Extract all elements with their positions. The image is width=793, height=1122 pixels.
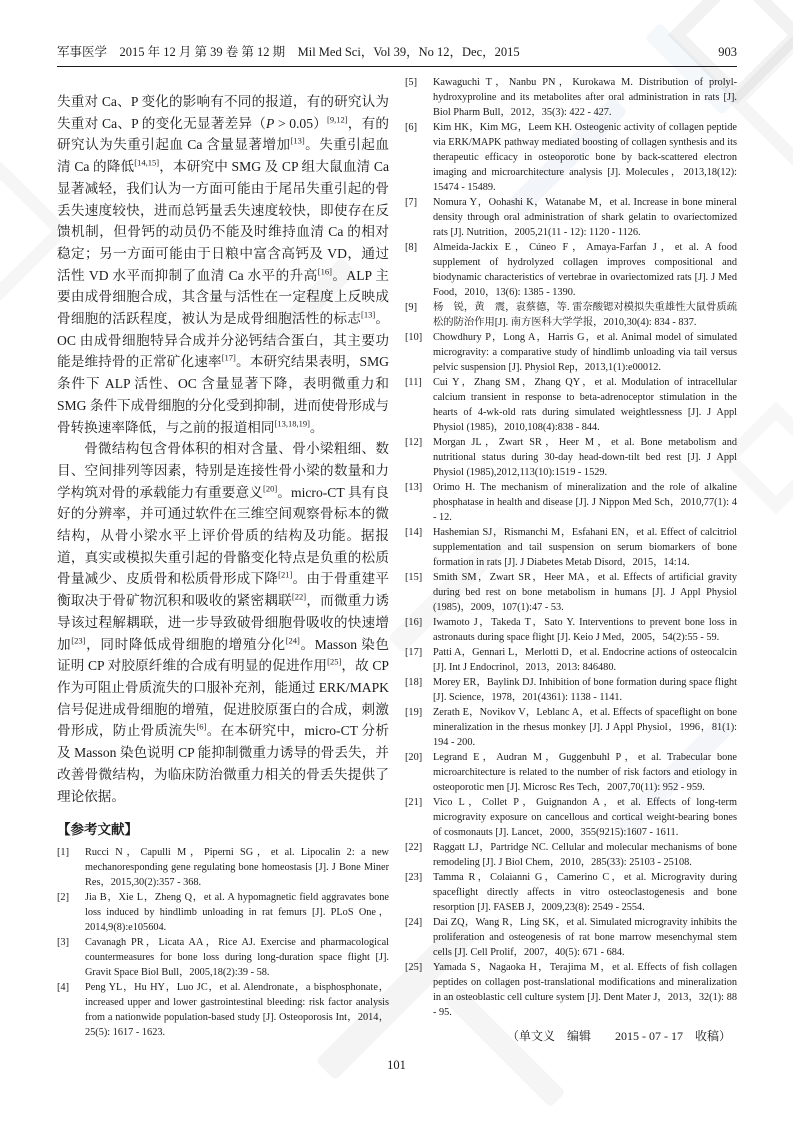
reference-number: [9] — [405, 302, 418, 313]
reference-number: [12] — [405, 437, 423, 448]
reference-item — [405, 675, 737, 705]
reference-number: [5] — [405, 77, 418, 88]
reference-item — [405, 240, 737, 300]
reference-number: [23] — [405, 872, 423, 883]
reference-number: [18] — [405, 677, 423, 688]
reference-item — [405, 525, 737, 570]
reference-item — [405, 570, 737, 615]
reference-number: [15] — [405, 572, 423, 583]
reference-number: [6] — [405, 122, 418, 133]
reference-text: Morgan JL，Zwart SR，Heer M，et al. Bone metabolism and nutritional status during 30-day head-down-tilt bed rest [J]. J Appl Physiol (1985),2012,113(10):1519 - 1529. — [433, 437, 737, 478]
page-content — [57, 44, 737, 1044]
reference-item — [405, 645, 737, 675]
reference-item — [405, 330, 737, 375]
reference-text: 杨 锐，黄 震，袁蔡德，等. 雷奈酸锶对模拟失重雄性大鼠骨质疏松的防治作用[J]. 南方医科大学学报，2010,30(4): 834 - 837. — [433, 302, 737, 328]
references-heading: 【参考文献】 — [57, 822, 138, 838]
reference-text: Orimo H. The mechanism of mineralization and the role of alkaline phosphatase in health and disease [J]. J Nippon Med Sch，2010,77(1): 4 - 12. — [433, 482, 737, 523]
reference-number: [8] — [405, 242, 418, 253]
reference-text: Almeida-Jackix E，Cúneo F，Amaya-Farfan J，et al. A food supplement of hydrolyzed collagen improves compositional and biodynamic characteristics of vertebrae in ovariectomized rats [J]. J Med Food，2010，13(6): 1385 - 1390. — [433, 242, 737, 298]
references-list-right — [405, 75, 737, 1020]
reference-text: Cui Y，Zhang SM，Zhang QY，et al. Modulation of intracellular calcium transient in response to beta-adrenoceptor stimulation in the hearts of 4-wk-old rats during simulated weightlessness [J]. J Appl Physiol (1985)，2010,108(4):838 - 844. — [433, 377, 737, 433]
left-column — [57, 75, 389, 1044]
reference-text: Zerath E，Novikov V，Leblanc A，et al. Effects of spaceflight on bone mineralization in the rhesus monkey [J]. J Appl Physiol，1996，81(1): 194 - 200. — [433, 707, 737, 748]
body-paragraph: 骨微结构包含骨体积的相对含量、骨小梁粗细、数目、空间排列等因素，特别是连接性骨小梁的数量和力学构筑对骨的承载能力有重要意义[20]。micro-CT 具有良好的分辨率，并可通过软件在三维空间观察骨标本的微结构，从骨小梁水平上评价骨质的结构及功能。据报道，真实或模拟失重引起的骨骼变化特点是负重的松质骨量减少、皮质骨和松质骨形成下降[21]。由于骨重建平衡取决于骨矿物沉积和吸收的紧密耦联[22]，而微重力诱导该过程解耦联，进一步导致破骨细胞骨吸收的快速增加[23]，同时降低成骨细胞的增殖分化[24]。Masson 染色证明 CP 对胶原纤维的合成有明显的促进作用[25]，故 CP 作为可阻止骨质流失的口服补充剂，能通过 ERK/MAPK 信号促进成骨细胞的增殖，促进胶原蛋白的合成，刺激骨形成，防止骨质流失[6]。在本研究中，micro-CT 分析及 Masson 染色说明 CP 能抑制微重力诱导的骨丢失，并改善骨微结构，为临床防治微重力相关的骨丢失提供了理论依据。 — [57, 441, 390, 804]
reference-text: Smith SM，Zwart SR，Heer MA，et al. Effects of artificial gravity during bed rest on bone metabolism in humans [J]. J Appl Physiol (1985)，2009，107(1):47 - 53. — [433, 572, 737, 613]
reference-number: [14] — [405, 527, 423, 538]
reference-number: [19] — [405, 707, 423, 718]
reference-item — [405, 375, 737, 435]
reference-number: [25] — [405, 962, 423, 973]
reference-number: [24] — [405, 917, 423, 928]
reference-number: [4] — [57, 982, 70, 994]
right-column — [405, 75, 737, 1044]
reference-text: Iwamoto J，Takeda T，Sato Y. Interventions to prevent bone loss in astronauts during space flight [J]. Keio J Med，2005，54(2):55 - 59. — [433, 617, 737, 643]
reference-item — [405, 435, 737, 480]
reference-text: Kim HK，Kim MG，Leem KH. Osteogenic activity of collagen peptide via ERK/MAPK pathway mediated boosting of collagen synthesis and its therapeutic efficacy in osteoporotic bone by back-scattered electron imaging and microarchitecture analysis [J]. Molecules，2013,18(12): 15474 - 15489. — [433, 122, 737, 193]
reference-number: [3] — [57, 937, 70, 949]
reference-item — [57, 890, 389, 935]
reference-item — [405, 750, 737, 795]
reference-text: Raggatt LJ，Partridge NC. Cellular and molecular mechanisms of bone remodeling [J]. J Biol Chem，2010，285(33): 25103 - 25108. — [433, 842, 737, 868]
reference-item — [405, 120, 737, 195]
reference-text: Cavanagh PR，Licata AA，Rice AJ. Exercise and pharmacological countermeasures for bone loss during long-duration space flight [J]. Gravit Space Biol Bull，2005,18(2):39 - 58. — [85, 937, 389, 979]
page-header — [57, 44, 737, 60]
reference-item — [405, 615, 737, 645]
reference-item — [405, 75, 737, 120]
footer-page-number: 101 — [387, 1058, 406, 1072]
reference-text: Morey ER，Baylink DJ. Inhibition of bone formation during space flight [J]. Science，1978，201(4361): 1138 - 1141. — [433, 677, 737, 703]
header-page-number: 903 — [718, 45, 737, 59]
journal-header-line: 军事医学 2015 年 12 月 第 39 卷 第 12 期 Mil Med Sci，Vol 39，No 12，Dec，2015 — [57, 45, 520, 59]
reference-number: [22] — [405, 842, 423, 853]
reference-number: [10] — [405, 332, 423, 343]
reference-text: Chowdhury P，Long A，Harris G，et al. Animal model of simulated microgravity: a comparative study of hindlimb unloading via tail versus pelvic suspension [J]. Physiol Rep，2013,1(1):e00012. — [433, 332, 737, 373]
reference-item — [405, 870, 737, 915]
reference-number: [11] — [405, 377, 422, 388]
two-column-layout — [57, 75, 737, 1044]
reference-item — [405, 840, 737, 870]
reference-number: [13] — [405, 482, 423, 493]
body-paragraph: 失重对 Ca、P 变化的影响有不同的报道，有的研究认为失重对 Ca、P 的变化无显著差异（P > 0.05）[9,12]，有的研究认为失重引起血 Ca 含量显著增加[13]。失重引起血清 Ca 的降低[14,15]，本研究中 SMG 及 CP 组大鼠血清 Ca 显著减轻，我们认为一方面可能由于尾吊失重引起的骨丢失速度较快，进而总钙量丢失速度较快，即使存在反馈机制，但骨钙的动员仍不能及时维持血清 Ca 的相对稳定；另一方面可能由于日粮中富含高钙及 VD，通过活性 VD 水平而抑制了血清 Ca 水平的升高[16]。ALP 主要由成骨细胞合成，其含量与活性在一定程度上反映成骨细胞的活跃程度，被认为是成骨细胞活性的标志[13]。OC 由成骨细胞特异合成并分泌钙结合蛋白，其主要功能是维持骨的正常矿化速率[17]。本研究结果表明，SMG 条件下 ALP 活性、OC 含量显著下降，表明微重力和 SMG 条件下成骨细胞的分化受到抑制，进而使骨形成与骨转换速率降低，与之前的报道相同[13,18,19]。 — [57, 94, 390, 435]
reference-text: Legrand E，Audran M，Guggenbuhl P，et al. Trabecular bone microarchitecture is related to the number of risk factors and etiology in osteoporotic men [J]. Microsc Res Tech，2007,70(11): 952 - 959. — [433, 752, 737, 793]
reference-text: Tamma R，Colaianni G，Camerino C，et al. Microgravity during spaceflight directly affects in vitro osteoclastogenesis and bone resorption [J]. FASEB J，2009,23(8): 2549 - 2554. — [433, 872, 737, 913]
reference-text: Peng YL，Hu HY，Luo JC，et al. Alendronate，a bisphosphonate，increased upper and lower gastrointestinal bleeding: risk factor analysis from a nationwide population-based study [J]. Osteoporosis Int，2014，25(5): 1617 - 1623. — [85, 982, 389, 1039]
reference-number: [2] — [57, 892, 70, 904]
reference-number: [17] — [405, 647, 423, 658]
reference-text: Patti A，Gennari L，Merlotti D，et al. Endocrine actions of osteocalcin [J]. Int J Endocrinol，2013，2013: 846480. — [433, 647, 737, 673]
header-rule — [57, 66, 737, 67]
reference-item — [405, 960, 737, 1020]
reference-number: [20] — [405, 752, 423, 763]
reference-number: [7] — [405, 197, 418, 208]
reference-item — [405, 795, 737, 840]
reference-number: [1] — [57, 847, 70, 859]
reference-text: Yamada S，Nagaoka H，Terajima M，et al. Effects of fish collagen peptides on collagen post-translational modifications and mineralization in an osteoblastic cell culture system [J]. Dent Mater J，2013，32(1): 88 - 95. — [433, 962, 737, 1018]
reference-text: Hashemian SJ，Rismanchi M，Esfahani EN，et al. Effect of calcitriol supplementation and tail suspension on serum biomarkers of bone formation in rats [J]. J Diabetes Metab Disord，2015，14:14. — [433, 527, 737, 568]
reference-item — [57, 935, 389, 980]
reference-item — [405, 195, 737, 240]
reference-number: [16] — [405, 617, 423, 628]
reference-item — [57, 980, 389, 1040]
reference-text: Dai ZQ，Wang R，Ling SK，et al. Simulated microgravity inhibits the proliferation and osteogenesis of rat bone marrow mesenchymal stem cells [J]. Cell Prolif，2007，40(5): 671 - 684. — [433, 917, 737, 958]
editor-note: （单文义 编辑 2015 - 07 - 17 收稿） — [507, 1029, 731, 1043]
reference-number: [21] — [405, 797, 423, 808]
reference-item — [57, 845, 389, 890]
reference-text: Rucci N，Capulli M，Piperni SG，et al. Lipocalin 2: a new mechanoresponding gene regulating bone homeostasis [J]. J Bone Miner Res，2015,30(2):357 - 368. — [85, 847, 389, 889]
reference-text: Kawaguchi T，Nanbu PN，Kurokawa M. Distribution of prolyl-hydroxyproline and its metabolites after oral administration in rats [J]. Biol Pharm Bull，2012，35(3): 422 - 427. — [433, 77, 737, 118]
references-list-left — [57, 845, 389, 1040]
watermark-diamond-icon — [728, 32, 793, 171]
reference-text: Nomura Y，Oohashi K，Watanabe M，et al. Increase in bone mineral density through oral administration of shark gelatin to ovariectomized rats [J]. Nutrition，2005,21(11 - 12): 1120 - 1126. — [433, 197, 737, 238]
reference-item — [405, 705, 737, 750]
reference-text: Jia B，Xie L，Zheng Q，et al. A hypomagnetic field aggravates bone loss induced by hindlimb unloading in rat femurs [J]. PLoS One，2014,9(8):e105604. — [85, 892, 389, 934]
reference-item — [405, 915, 737, 960]
reference-item — [405, 480, 737, 525]
reference-text: Vico L，Collet P，Guignandon A，et al. Effects of long-term microgravity exposure on cancellous and cortical weight-bearing bones of cosmonauts [J]. Lancet，2000，355(9215):1607 - 1611. — [433, 797, 737, 838]
reference-item — [405, 300, 737, 330]
